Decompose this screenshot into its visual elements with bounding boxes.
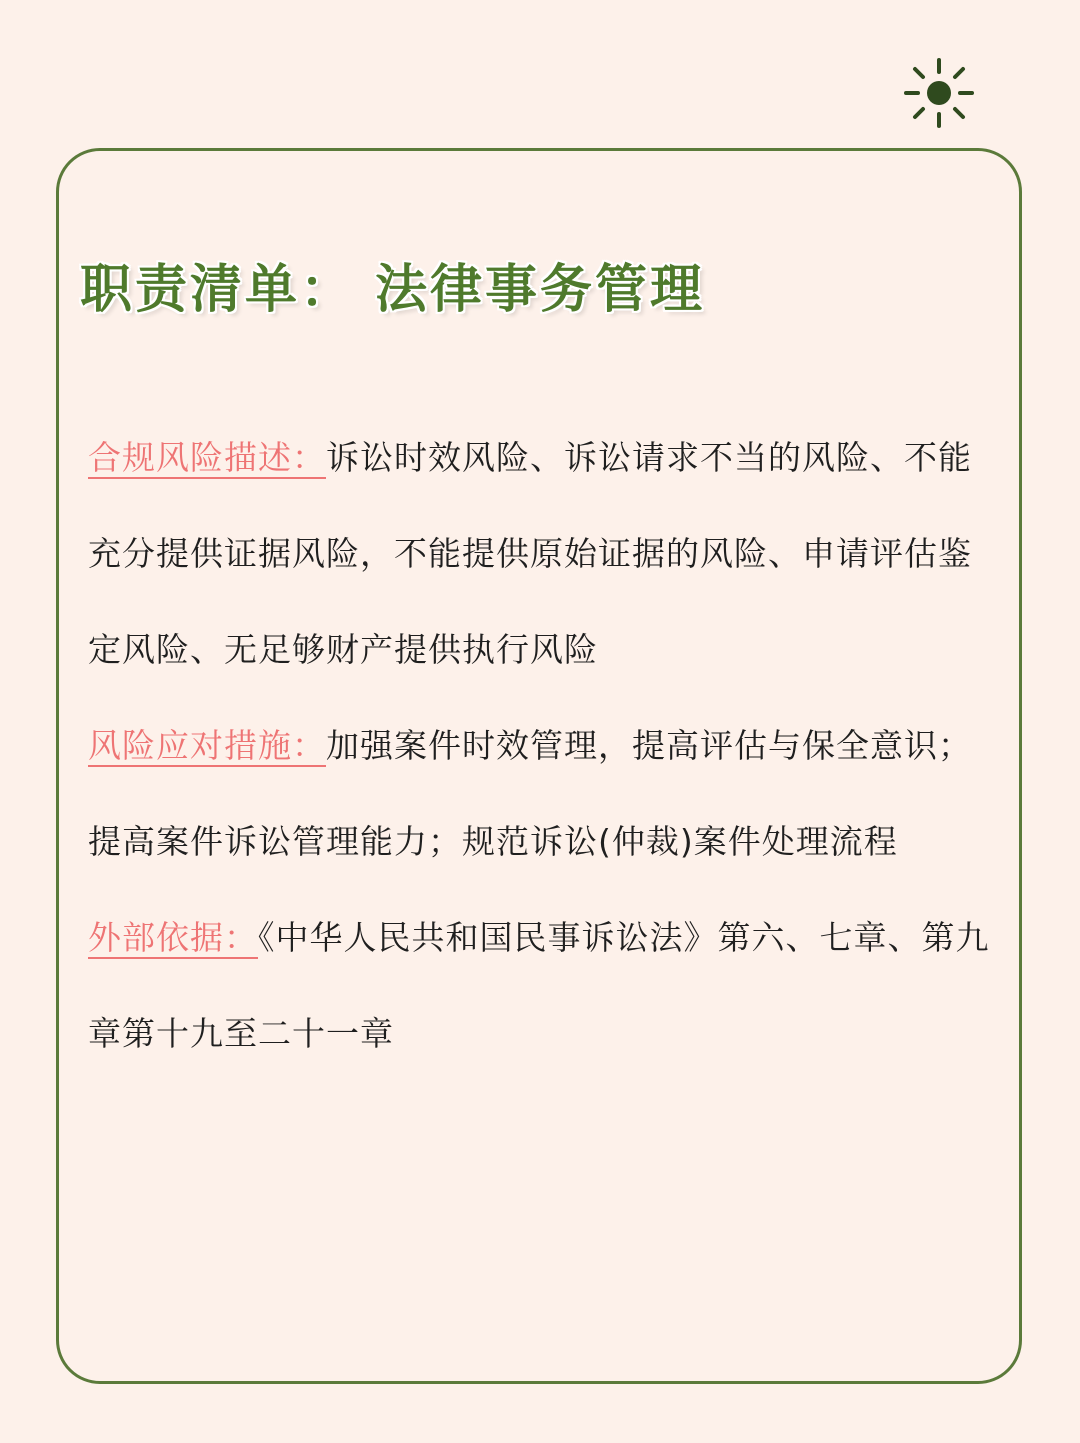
page-title [80,258,705,322]
section-compliance-risk [88,410,994,698]
section-external-basis [88,890,994,1082]
section-risk-response [88,698,994,890]
title-prefix: 职责清单： [80,260,356,320]
section-text: 《中华人民共和国民事诉讼法》第六、七章、第九章第十九至二十一章 [88,918,990,1053]
section-text: 诉讼时效风险、诉讼请求不当的风险、不能充分提供证据风险，不能提供原始证据的风险、申请评估鉴定风险、无足够财产提供执行风险 [88,438,972,669]
title-topic: 法律事务管理 [375,260,706,320]
section-label: 风险应对措施： [88,726,326,765]
content-body [88,410,994,1082]
section-label: 外部依据： [88,918,258,957]
sun-icon [902,56,976,130]
section-label: 合规风险描述： [88,438,326,477]
section-text: 加强案件时效管理，提高评估与保全意识；提高案件诉讼管理能力；规范诉讼(仲裁)案件处理流程 [88,726,972,861]
